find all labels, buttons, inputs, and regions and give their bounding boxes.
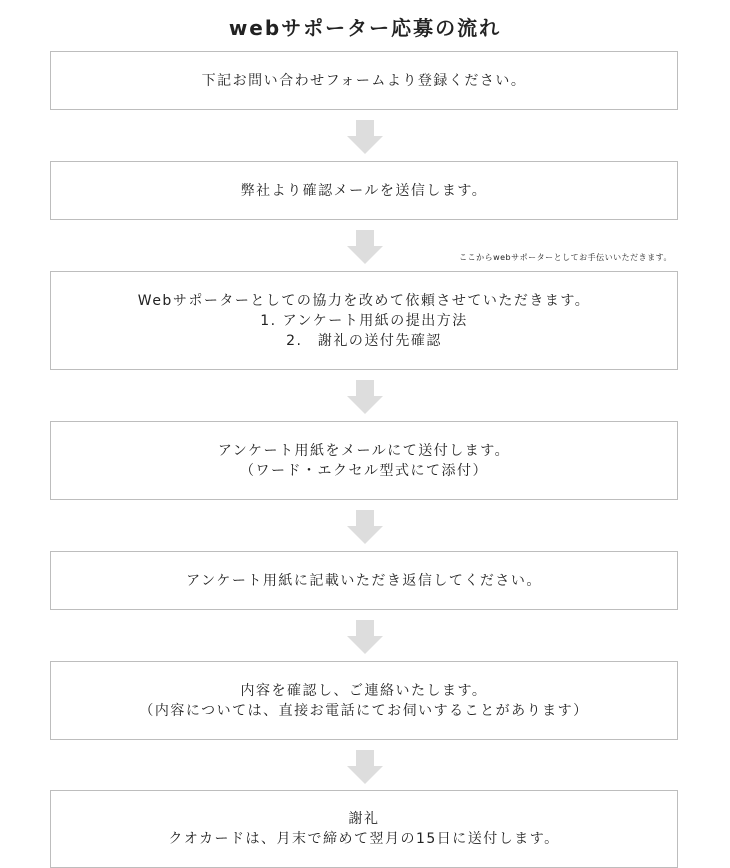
step-text: アンケート用紙をメールにて送付します。	[217, 442, 511, 459]
flow-step-4	[50, 421, 678, 500]
support-note: ここからwebサポーターとしてお手伝いいただきます。	[459, 253, 672, 262]
step-text: クオカードは、月末で締めて翌月の15日に送付します。	[168, 831, 560, 847]
down-arrow-icon	[347, 750, 383, 784]
page-title: webサポーター応募の流れ	[228, 16, 502, 40]
step-text: 1. アンケート用紙の提出方法	[260, 312, 468, 329]
flow-step-7	[50, 790, 678, 868]
step-text: 謝礼	[348, 811, 380, 827]
down-arrow-icon	[347, 120, 383, 154]
step-text: Webサポーターとしての協力を改めて依頼させていただきます。	[137, 292, 591, 309]
step-text: （内容については、直接お電話にてお伺いすることがあります）	[139, 702, 589, 719]
down-arrow-icon	[347, 510, 383, 544]
flow-step-6	[50, 661, 678, 740]
flow-step-2	[50, 161, 678, 220]
down-arrow-icon	[347, 380, 383, 414]
down-arrow-icon	[347, 620, 383, 654]
down-arrow-icon	[347, 230, 383, 264]
flow-step-3	[50, 271, 678, 370]
step-text: アンケート用紙に記載いただき返信してください。	[186, 572, 542, 589]
step-text: 2. 謝礼の送付先確認	[286, 332, 442, 349]
step-text: 弊社より確認メールを送信します。	[240, 182, 488, 199]
flow-step-1	[50, 51, 678, 110]
flow-step-5	[50, 551, 678, 610]
step-text: 下記お問い合わせフォームより登録ください。	[201, 72, 527, 89]
step-text: 内容を確認し、ご連絡いたします。	[240, 682, 488, 699]
step-text: （ワード・エクセル型式にて添付）	[240, 462, 488, 479]
